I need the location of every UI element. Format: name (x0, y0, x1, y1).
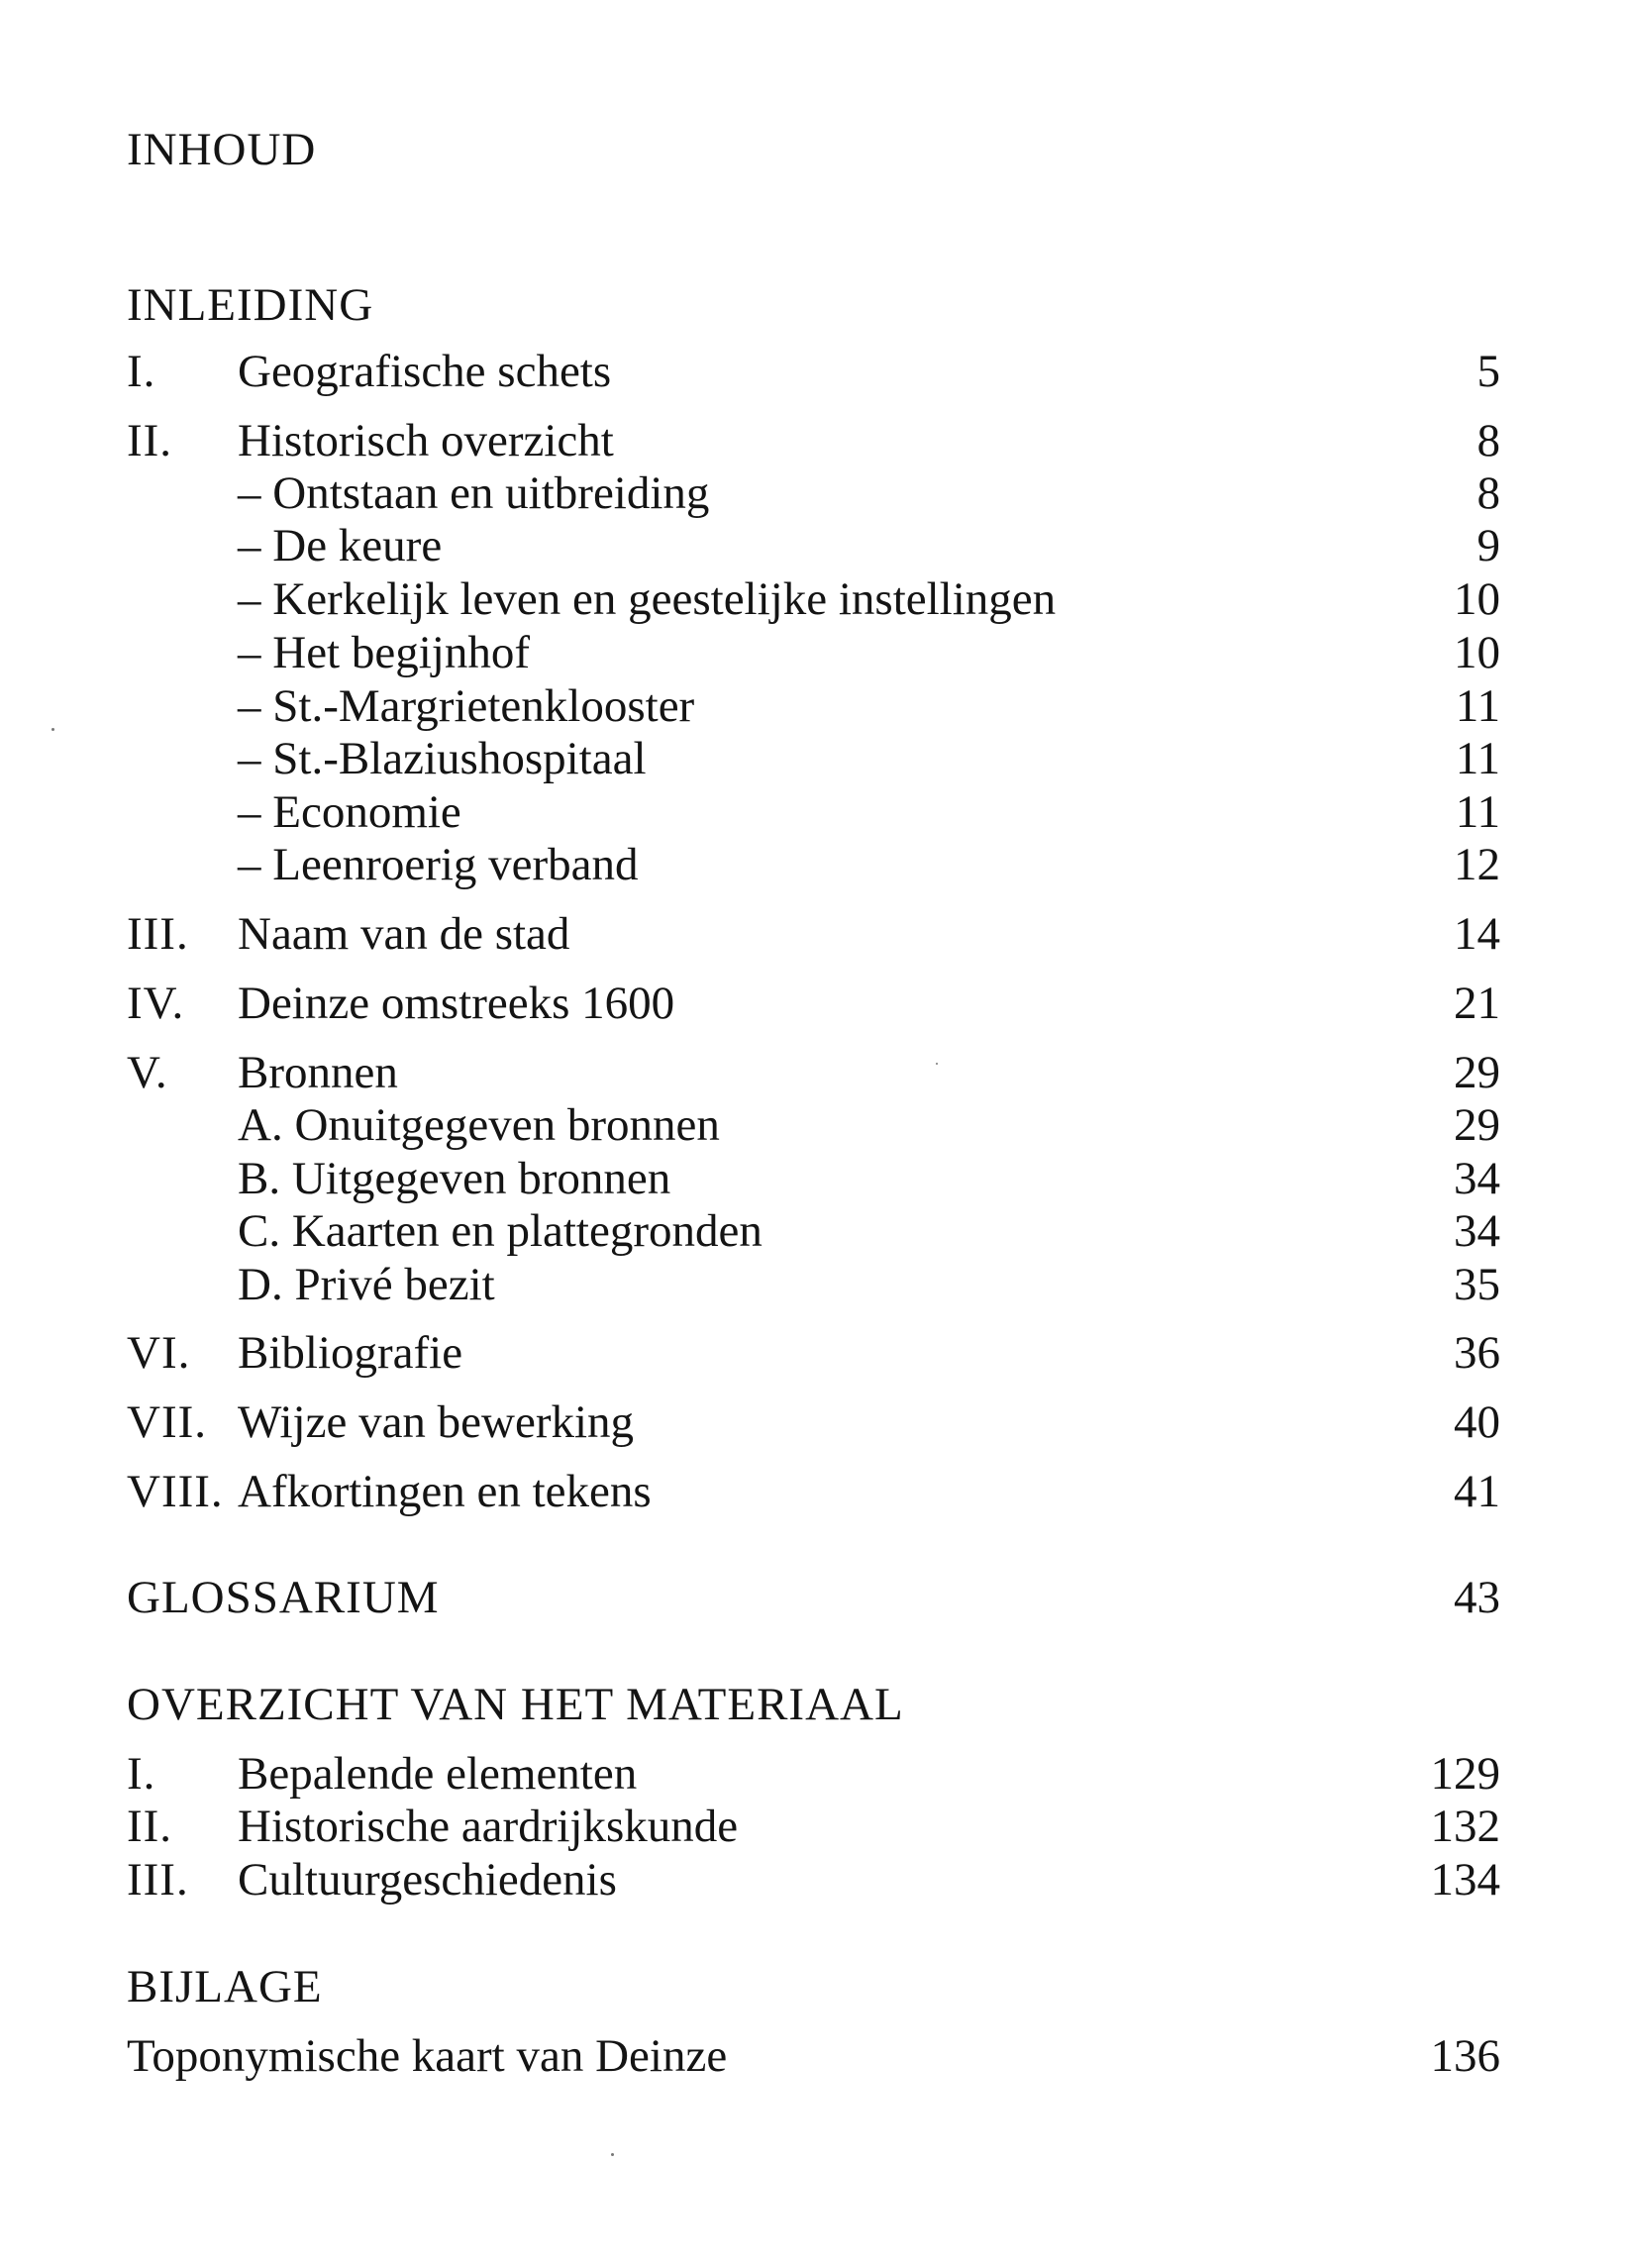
toc-entry-number: III. (127, 908, 189, 960)
toc-entry-label: – St.-Margrietenklooster (238, 680, 695, 732)
toc-entry-page: 10 (1454, 627, 1500, 678)
toc-entry-page: 11 (1455, 733, 1500, 784)
page-title: INHOUD (127, 124, 317, 175)
toc-entry-page: 11 (1455, 680, 1500, 732)
toc-entry (0, 467, 1629, 526)
toc-entry-page: 41 (1454, 1466, 1500, 1517)
toc-entry-label: Wijze van bewerking (238, 1396, 635, 1448)
toc-entry-label: Deinze omstreeks 1600 (238, 978, 675, 1029)
toc-entry (0, 1327, 1629, 1386)
toc-entry-page: 5 (1476, 346, 1500, 397)
toc-entry-label: – Leenroerig verband (238, 839, 639, 890)
toc-entry-label: Afkortingen en tekens (238, 1466, 652, 1517)
toc-entry-label: Cultuurgeschiedenis (238, 1854, 617, 1906)
toc-entry (0, 1205, 1629, 1264)
toc-entry-label: D. Privé bezit (238, 1259, 495, 1310)
toc-entry (0, 980, 1629, 1036)
toc-entry (0, 1396, 1629, 1455)
toc-entry (0, 520, 1629, 578)
toc-entry (0, 1099, 1629, 1158)
toc-entry-number: II. (127, 415, 173, 466)
toc-entry (0, 839, 1629, 897)
toc-entry (0, 680, 1629, 739)
toc-entry-label: B. Uitgegeven bronnen (238, 1153, 671, 1204)
toc-entry-page: 8 (1476, 415, 1500, 466)
toc-entry-label: – De keure (238, 520, 443, 571)
section-heading-bijlage: BIJLAGE (127, 1961, 323, 2012)
scan-speck (51, 728, 54, 731)
toc-entry-page: 14 (1454, 908, 1500, 960)
scan-speck (611, 2153, 614, 2156)
toc-entry-label: C. Kaarten en plattegronden (238, 1205, 763, 1257)
toc-entry-label: Bronnen (238, 1047, 398, 1098)
toc-entry-label: Naam van de stad (238, 908, 570, 960)
toc-entry-page: 9 (1476, 520, 1500, 571)
toc-entry-page: 8 (1476, 467, 1500, 519)
toc-entry (0, 1153, 1629, 1211)
toc-entry-page: 36 (1454, 1327, 1500, 1379)
toc-entry (0, 1466, 1629, 1524)
toc-entry-page: 11 (1455, 786, 1500, 838)
toc-entry-label: – Economie (238, 786, 461, 838)
toc-entry-page: 132 (1430, 1801, 1500, 1852)
toc-entry-page: 40 (1454, 1396, 1500, 1448)
toc-entry-number: IV. (127, 978, 185, 1029)
toc-entry-label: GLOSSARIUM (127, 1572, 440, 1623)
toc-entry-page: 12 (1454, 839, 1500, 890)
toc-entry-label: – Ontstaan en uitbreiding (238, 467, 710, 519)
toc-entry-page: 129 (1430, 1748, 1500, 1800)
toc-entry-page: 10 (1454, 573, 1500, 625)
toc-entry (0, 786, 1629, 845)
toc-entry-number: II. (127, 1801, 173, 1852)
scan-speck (936, 1063, 938, 1065)
toc-entry-page: 43 (1454, 1572, 1500, 1623)
toc-entry (0, 573, 1629, 632)
section-heading-overzicht: OVERZICHT VAN HET MATERIAAL (127, 1679, 904, 1730)
toc-entry-number: I. (127, 346, 156, 397)
toc-entry-number: I. (127, 1748, 156, 1800)
toc-entry-page: 134 (1430, 1854, 1500, 1906)
toc-entry-page: 34 (1454, 1205, 1500, 1257)
toc-entry (0, 1748, 1629, 1806)
toc-entry-label: Bepalende elementen (238, 1748, 638, 1800)
toc-entry (0, 415, 1629, 473)
toc-entry-page: 21 (1454, 978, 1500, 1029)
toc-entry-label: – Kerkelijk leven en geestelijke instellingen (238, 573, 1057, 625)
toc-entry (0, 1854, 1629, 1912)
toc-entry-label: Historisch overzicht (238, 415, 614, 466)
toc-entry (0, 2030, 1629, 2089)
toc-entry-page: 34 (1454, 1153, 1500, 1204)
toc-entry-label: Toponymische kaart van Deinze (127, 2030, 728, 2082)
toc-entry-number: VII. (127, 1396, 207, 1448)
toc-entry (0, 733, 1629, 791)
toc-entry-page: 35 (1454, 1259, 1500, 1310)
toc-entry-number: VIII. (127, 1466, 224, 1517)
toc-entry (0, 346, 1629, 404)
toc-entry-number: VI. (127, 1327, 191, 1379)
toc-entry-label: Bibliografie (238, 1327, 463, 1379)
toc-entry (0, 1259, 1629, 1317)
toc-entry-number: III. (127, 1854, 189, 1906)
toc-entry-page: 29 (1454, 1099, 1500, 1151)
toc-entry-label: – Het begijnhof (238, 627, 530, 678)
toc-entry-label: Geografische schets (238, 346, 612, 397)
toc-entry (0, 627, 1629, 685)
toc-entry-number: V. (127, 1047, 168, 1098)
toc-entry (0, 908, 1629, 967)
toc-entry-glossarium (0, 1572, 1629, 1630)
toc-entry (0, 1801, 1629, 1859)
section-heading-inleiding: INLEIDING (127, 279, 374, 331)
toc-entry (0, 1047, 1629, 1105)
toc-entry-label: Historische aardrijkskunde (238, 1801, 739, 1852)
toc-entry-label: A. Onuitgegeven bronnen (238, 1099, 720, 1151)
toc-entry-page: 136 (1430, 2030, 1500, 2082)
toc-entry-label: – St.-Blaziushospitaal (238, 733, 647, 784)
toc-entry-page: 29 (1454, 1047, 1500, 1098)
